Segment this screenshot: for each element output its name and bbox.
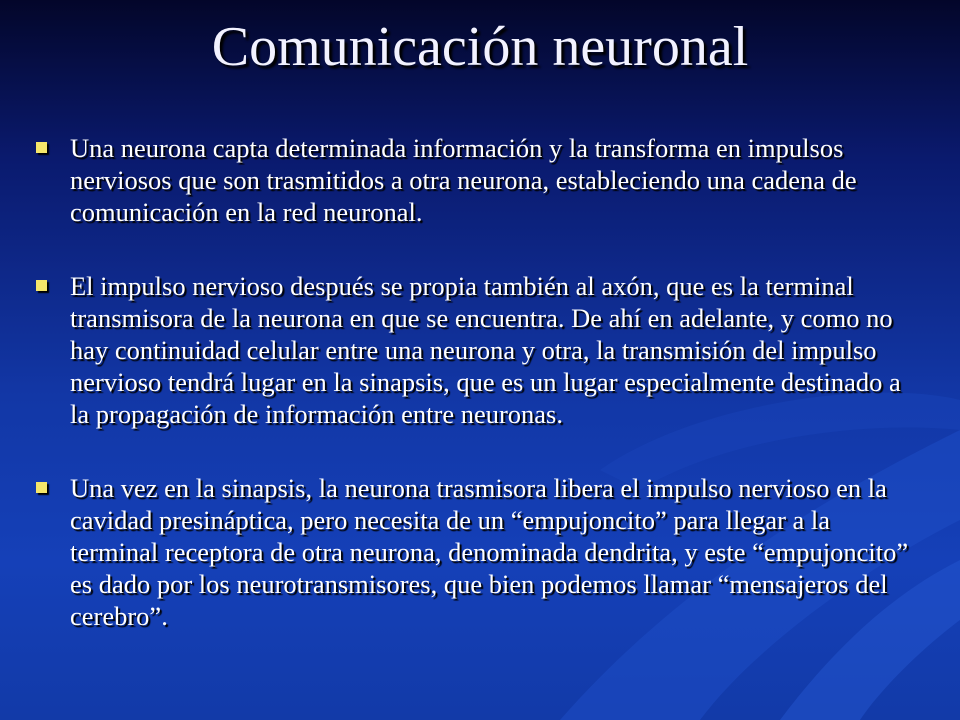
bullet-item <box>36 132 916 228</box>
bullet-text: Una neurona capta determinada información y la transforma en impulsos nerviosos que son trasmitidos a otra neurona, estableciendo una cadena de comunicación en la red neuronal. <box>70 133 857 227</box>
bullet-list <box>36 132 916 674</box>
slide-title: Comunicación neuronal <box>211 16 749 78</box>
bullet-item <box>36 472 916 632</box>
bullet-text: Una vez en la sinapsis, la neurona trasmisora libera el impulso nervioso en la cavidad presináptica, pero necesita de un “empujoncito” para llegar a la terminal receptora de otra neurona, denominada dendrita, y este “empujoncito” es dado por los neurotransmisores, que bien podemos llamar “mensajeros del cerebro”. <box>70 473 909 631</box>
bullet-text: El impulso nervioso después se propia también al axón, que es la terminal transmisora de la neurona en que se encuentra. De ahí en adelante, y como no hay continuidad celular entre una neurona y otra, la transmisión del impulso nervioso tendrá lugar en la sinapsis, que es un lugar especialmente destinado a la propagación de información entre neuronas. <box>70 271 901 429</box>
square-bullet-icon <box>36 482 47 493</box>
bullet-item <box>36 270 916 430</box>
square-bullet-icon <box>36 280 47 291</box>
square-bullet-icon <box>36 142 47 153</box>
